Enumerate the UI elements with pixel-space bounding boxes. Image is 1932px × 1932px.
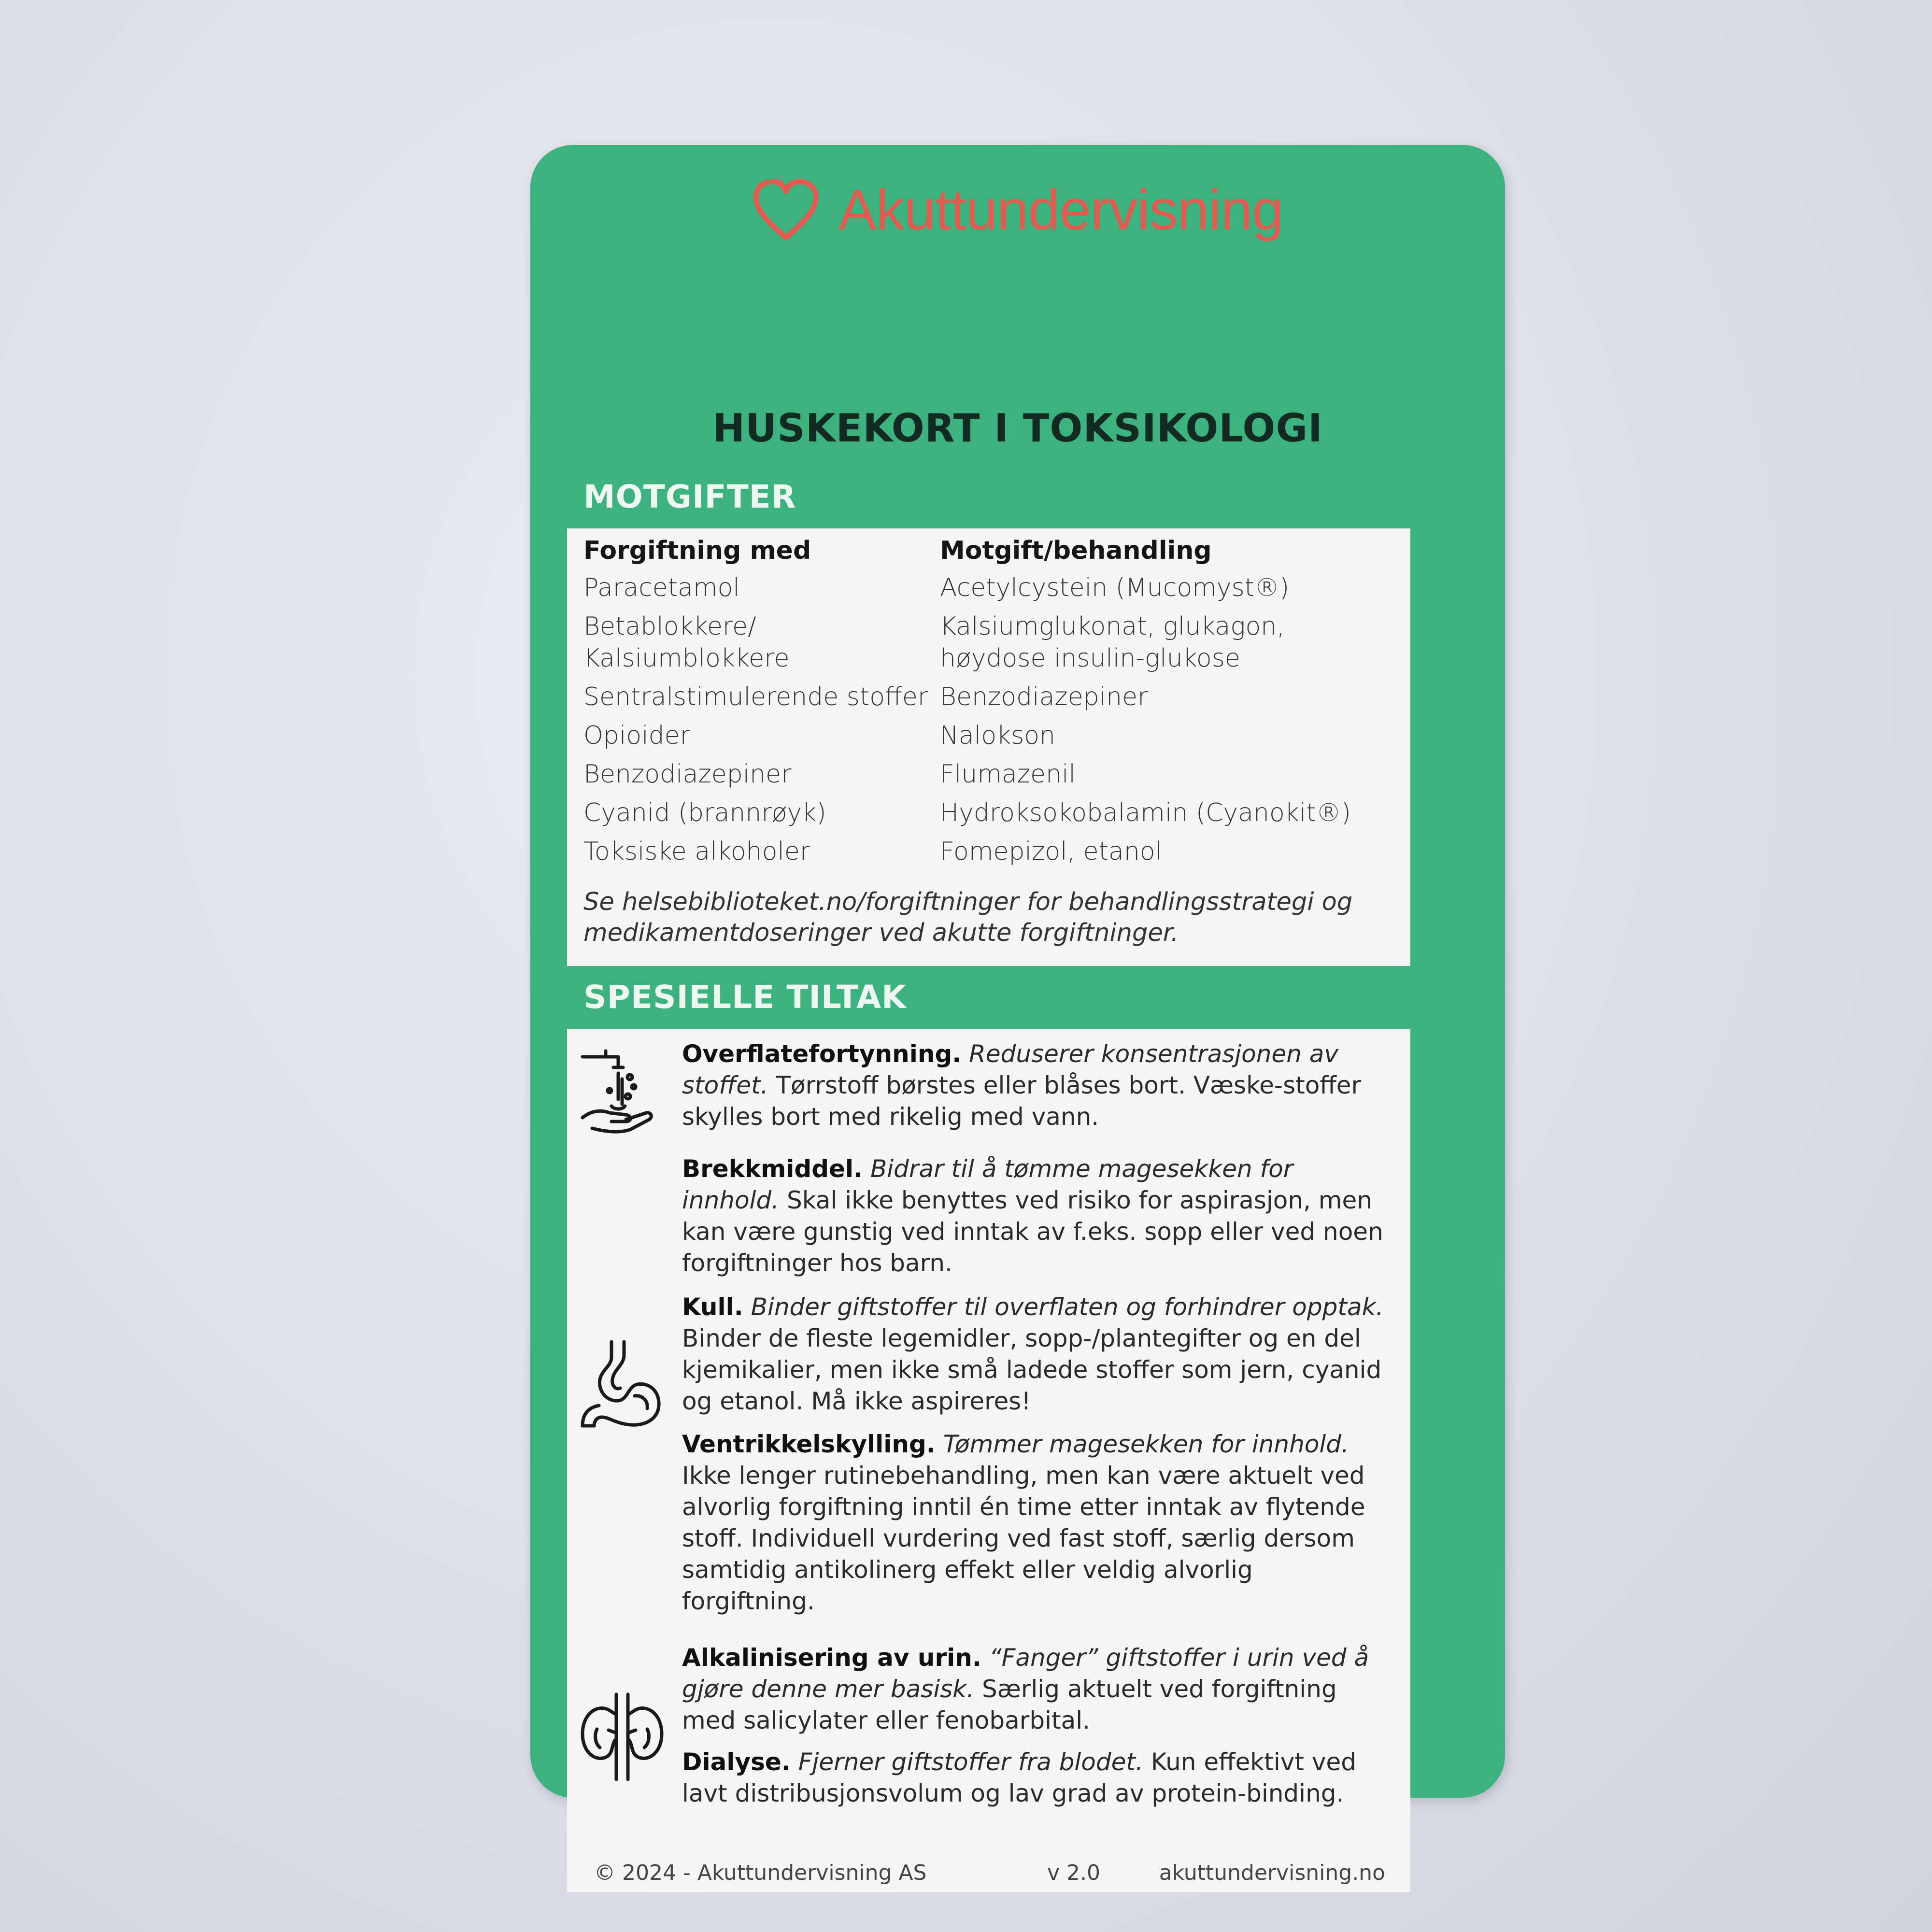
measure-body: Skal ikke benyttes ved risiko for aspirasjon, men kan være gunstig ved inntak av f.eks. sopp eller ved noen forgiftninger hos barn.: [682, 1186, 1383, 1277]
copyright-text: © 2024 - Akuttundervisning AS: [594, 1861, 927, 1885]
antidote-cell: Acetylcystein (Mucomyst®): [940, 573, 1290, 602]
poison-cell: Toksiske alkoholer: [583, 837, 810, 866]
hand-washing-icon: [578, 1046, 660, 1138]
antidote-cell: Nalokson: [940, 721, 1056, 750]
website-text: akuttundervisning.no: [1159, 1861, 1385, 1885]
measure-title: Alkalinisering av urin.: [682, 1644, 981, 1672]
antidote-table: [567, 528, 1410, 966]
measure-item: [682, 1747, 1392, 1809]
reference-note: Se helsebiblioteket.no/forgiftninger for behandlingsstrategi og medikamentdoseringer ved akutte forgiftninger.: [583, 888, 1353, 947]
antidote-cell: Benzodiazepiner: [940, 682, 1148, 711]
measure-lead: Fjerner giftstoffer fra blodet.: [798, 1748, 1143, 1776]
special-measures-panel: [567, 1029, 1410, 1892]
measure-title: Ventrikkelskylling.: [682, 1430, 936, 1458]
poison-cell: Paracetamol: [583, 573, 740, 602]
measure-lead: “Fanger” giftstoffer i urin ved å gjøre denne mer basisk.: [682, 1644, 1369, 1703]
poison-cell: Benzodiazepiner: [583, 760, 792, 789]
measure-item: [682, 1153, 1392, 1279]
antidote-cell: Hydroksokobalamin (Cyanokit®): [940, 798, 1351, 827]
antidote-cell: Fomepizol, etanol: [940, 837, 1163, 866]
measure-item: [682, 1642, 1392, 1736]
measure-body: Kun effektivt ved lavt distribusjonsvolum og lav grad av protein-binding.: [682, 1748, 1356, 1807]
antidote-cell: Flumazenil: [940, 760, 1076, 789]
measure-lead: Binder giftstoffer til overflaten og forhindrer opptak.: [751, 1293, 1384, 1321]
poison-cell: Cyanid (brannrøyk): [583, 798, 826, 827]
heart-outline-icon: [752, 179, 820, 242]
measure-title: Brekkmiddel.: [682, 1155, 863, 1183]
stomach-icon: [578, 1338, 669, 1435]
column-header-poison: Forgiftning med: [583, 536, 811, 565]
card-title: HUSKEKORT I TOKSIKOLOGI: [712, 406, 1323, 451]
measure-item: [682, 1038, 1392, 1133]
section-title-special-measures: SPESIELLE TILTAK: [583, 979, 907, 1016]
measure-title: Overflatefortynning.: [682, 1040, 962, 1068]
antidote-cell: Kalsiumglukonat, glukagon, høydose insulin-glukose: [940, 612, 1285, 673]
measure-body: Tørrstoff børstes eller blåses bort. Væske-stoffer skylles bort med rikelig med vann.: [682, 1071, 1362, 1131]
poison-cell: Opioider: [583, 721, 691, 750]
measure-body: Binder de fleste legemidler, sopp-/plantegifter og en del kjemikalier, men ikke små ladede stoffer som jern, cyanid og etanol. Må ikke aspireres!: [682, 1324, 1382, 1415]
measure-item: [682, 1292, 1392, 1417]
reference-card: [530, 145, 1505, 1885]
section-title-antidotes: MOTGIFTER: [583, 478, 796, 515]
measure-item: [682, 1429, 1392, 1617]
measure-body: Ikke lenger rutinebehandling, men kan være aktuelt ved alvorlig forgiftning inntil én time etter inntak av flytende stoff. Individuell vurdering ved fast stoff, særlig dersom samtidig antikolinerg effekt eller veldig alvorlig forgiftning.: [682, 1462, 1365, 1615]
measure-title: Dialyse.: [682, 1748, 791, 1776]
brand-name: Akuttundervisning: [838, 178, 1283, 242]
measure-lead: Reduserer konsentrasjonen av stoffet.: [682, 1040, 1338, 1099]
measure-body: Særlig aktuelt ved forgiftning med salicylater eller fenobarbital.: [682, 1675, 1337, 1734]
card-footer: [567, 1861, 1410, 1889]
measure-lead: Bidrar til å tømme magesekken for innhold.: [682, 1155, 1293, 1214]
poison-cell: Sentralstimulerende stoffer: [583, 682, 928, 711]
column-header-antidote: Motgift/behandling: [940, 536, 1212, 565]
version-text: v 2.0: [1047, 1861, 1100, 1885]
brand-header: [530, 179, 1505, 261]
kidneys-icon: [578, 1690, 669, 1787]
poison-cell: Betablokkere/ Kalsiumblokkere: [583, 612, 790, 673]
measure-title: Kull.: [682, 1293, 743, 1321]
measure-lead: Tømmer magesekken for innhold.: [943, 1430, 1349, 1458]
